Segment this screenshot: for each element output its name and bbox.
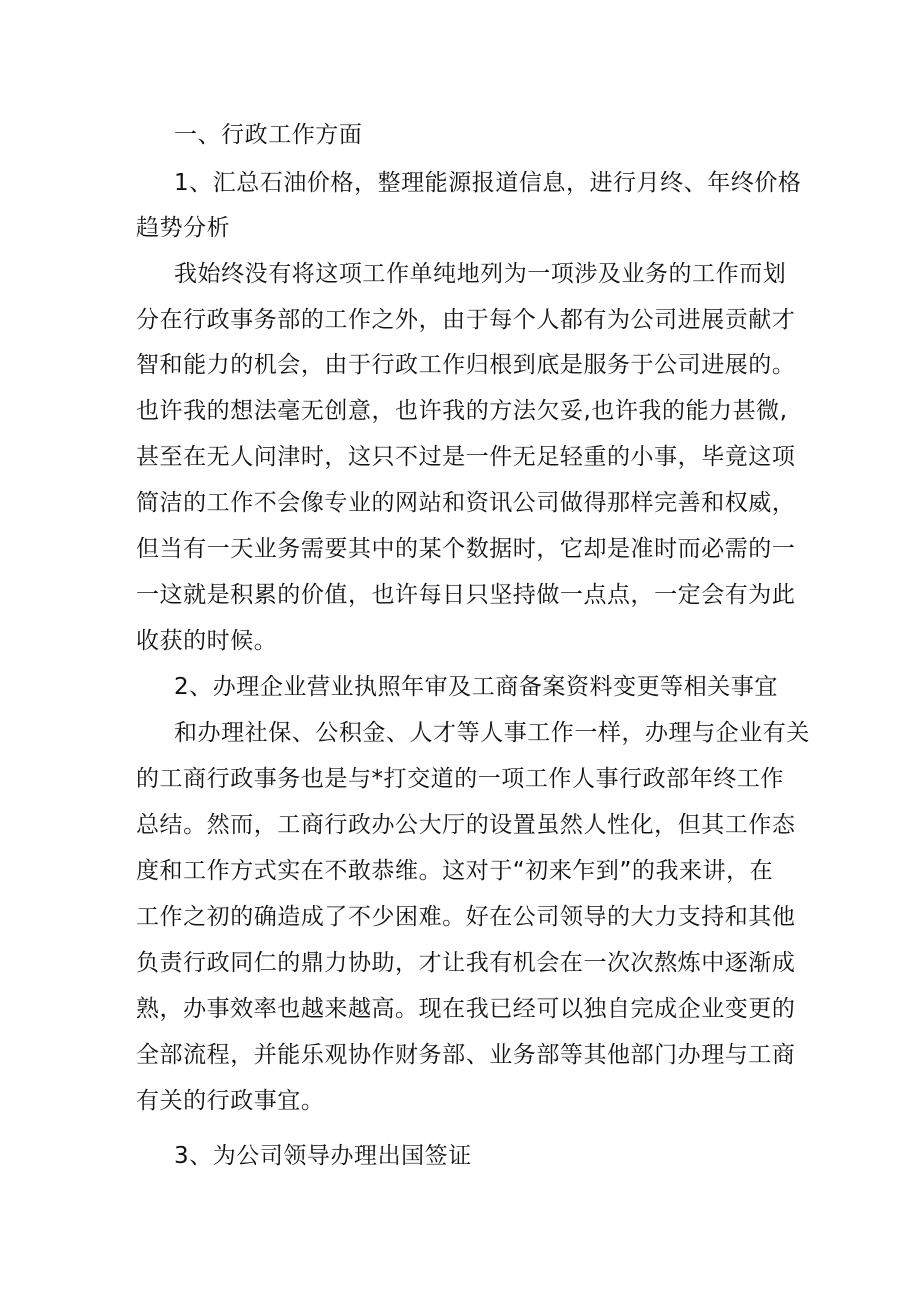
item3-title: 3、为公司领导办理出国签证 <box>174 1143 472 1169</box>
item2-body-line7: 熟，办事效率也越来越高。现在我已经可以独自完成企业变更的 <box>136 996 796 1022</box>
item1-body-line5: 甚至在无人问津时，这只不过是一件无足轻重的小事，毕竟这项 <box>136 444 796 470</box>
section-heading: 一、行政工作方面 <box>174 122 363 148</box>
item1-body-line7: 但当有一天业务需要其中的某个数据时，它却是准时而必需的一 <box>136 536 796 562</box>
item2-body-line8: 全部流程，并能乐观协作财务部、业务部等其他部门办理与工商 <box>136 1042 796 1068</box>
item2-body-line5: 工作之初的确造成了不少困难。好在公司领导的大力支持和其他 <box>136 904 796 930</box>
item2-title: 2、办理企业营业执照年审及工商备案资料变更等相关事宜 <box>174 674 778 700</box>
item2-body-line2: 的工商行政事务也是与*打交道的一项工作人事行政部年终工作 <box>136 766 784 792</box>
item1-body-line4: 也许我的想法毫无创意，也许我的方法欠妥,也许我的能力甚微, <box>136 398 788 424</box>
item1-body-line8: 一这就是积累的价值，也许每日只坚持做一点点，一定会有为此 <box>136 582 796 608</box>
item1-body-line3: 智和能力的机会，由于行政工作归根到底是服务于公司进展的。 <box>136 352 796 378</box>
item1-body-line2: 分在行政事务部的工作之外，由于每个人都有为公司进展贡献才 <box>136 307 796 333</box>
item2-body-line4: 度和工作方式实在不敢恭维。这对于“初来乍到”的我来讲，在 <box>136 858 774 884</box>
item1-body-line6: 简洁的工作不会像专业的网站和资讯公司做得那样完善和权威， <box>136 490 796 516</box>
item2-body-line1: 和办理社保、公积金、人才等人事工作一样，办理与企业有关 <box>174 720 810 746</box>
item2-body-line9: 有关的行政事宜。 <box>136 1088 325 1114</box>
item2-body-line6: 负责行政同仁的鼎力协助，才让我有机会在一次次熬炼中逐渐成 <box>136 950 796 976</box>
item1-body-line9: 收获的时候。 <box>136 628 278 654</box>
item1-title-line1: 1、汇总石油价格，整理能源报道信息，进行月终、年终价格 <box>174 170 802 196</box>
item1-body-line1: 我始终没有将这项工作单纯地列为一项涉及业务的工作而划 <box>174 261 787 287</box>
item1-title-line2: 趋势分析 <box>136 215 231 241</box>
item2-body-line3: 总结。然而，工商行政办公大厅的设置虽然人性化，但其工作态 <box>136 812 796 838</box>
